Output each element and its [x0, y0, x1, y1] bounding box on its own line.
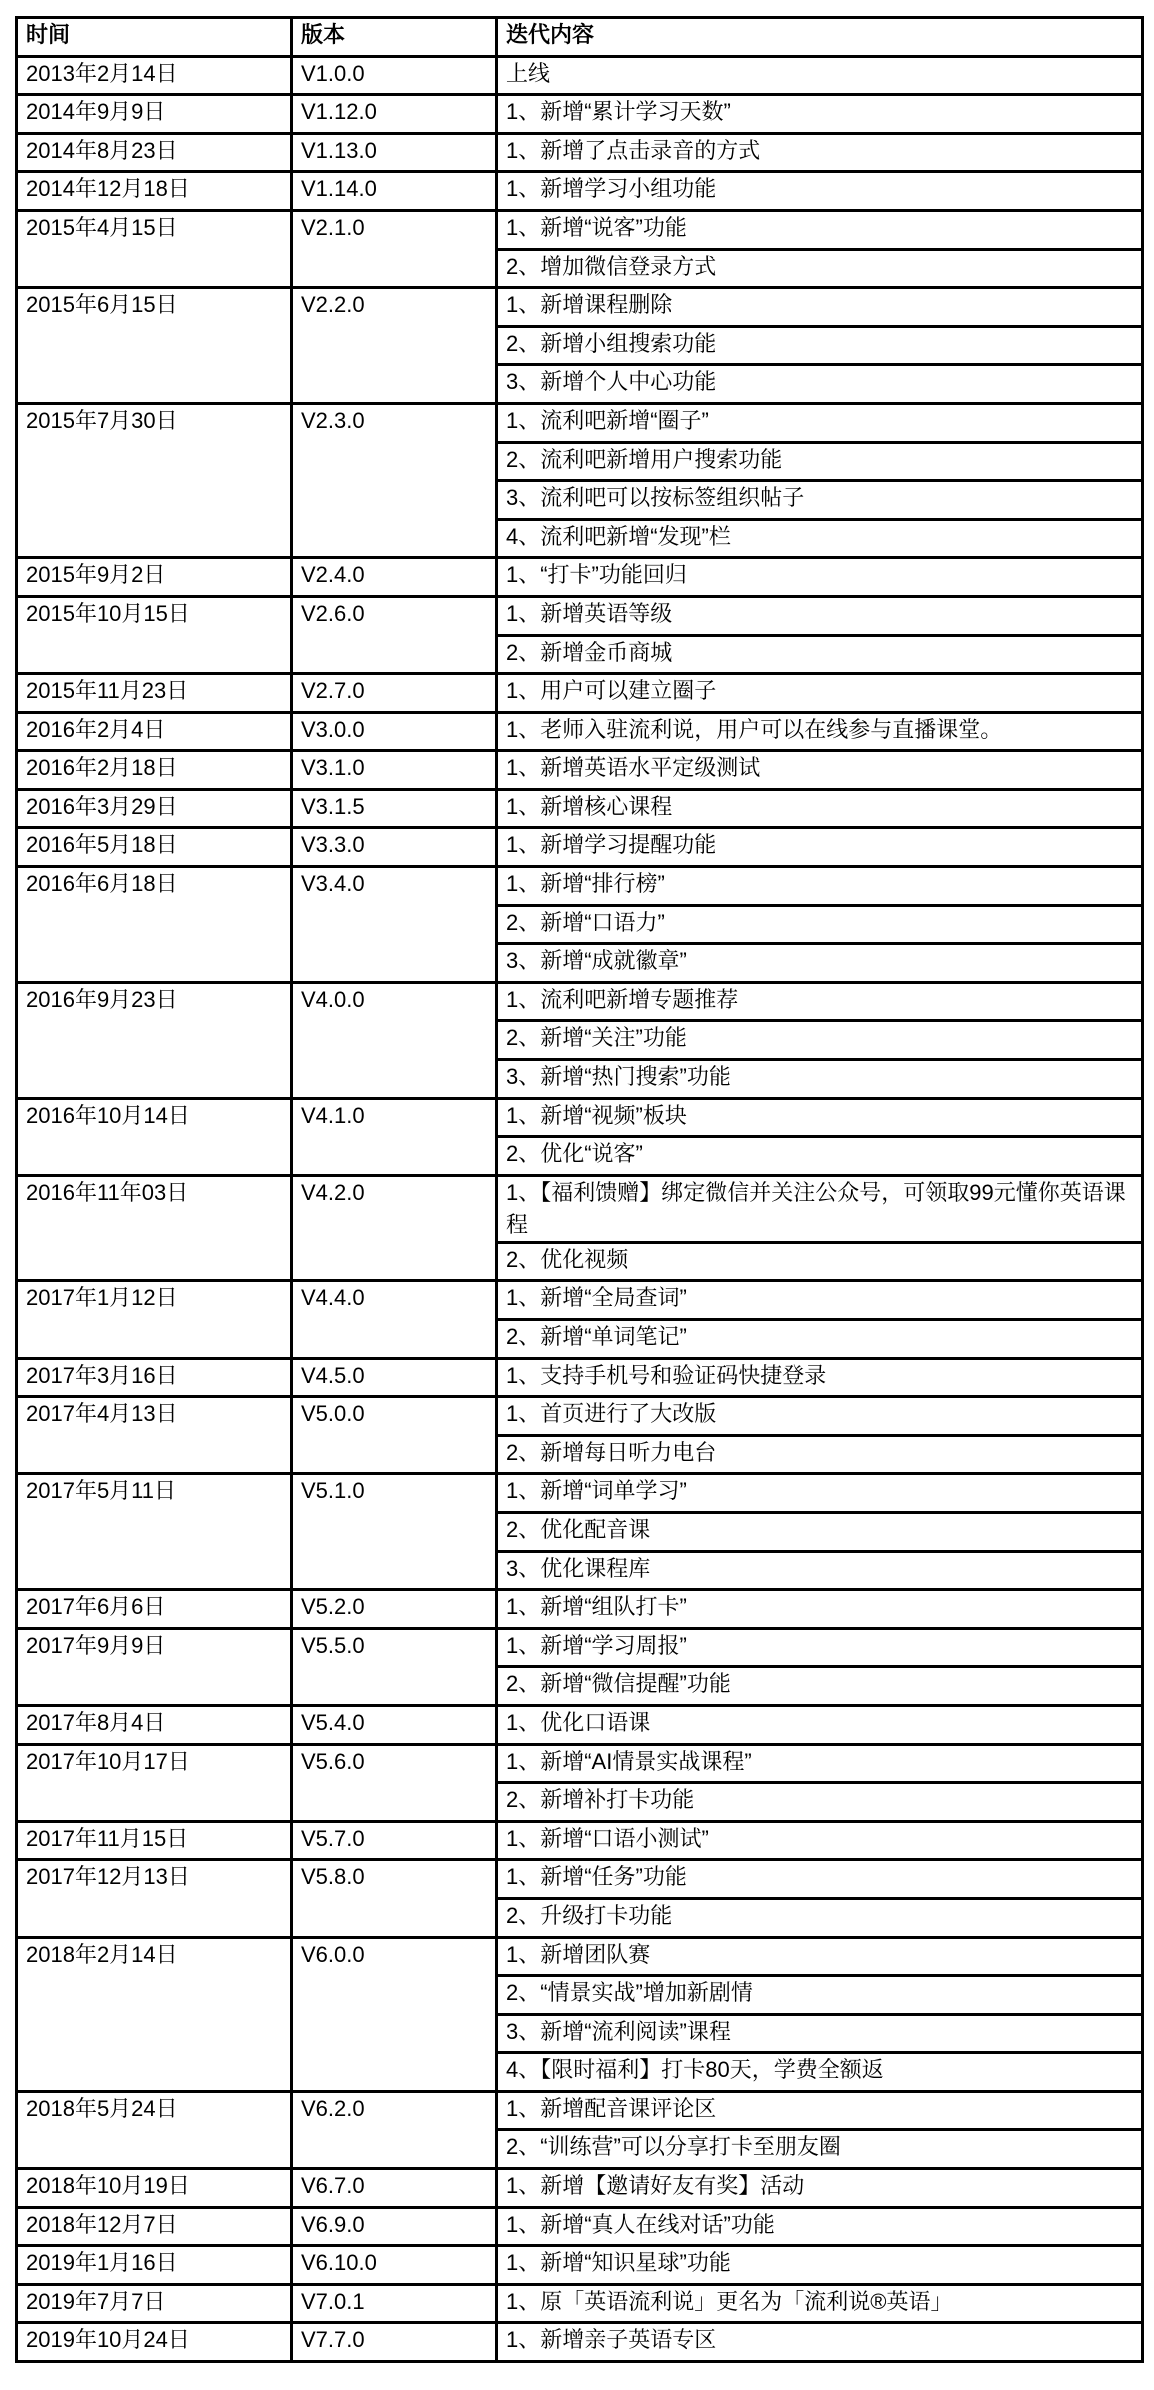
header-content: 迭代内容: [497, 18, 1143, 57]
version-history-table: [15, 16, 1144, 2363]
change-item-cell: 1、新增学习提醒功能: [497, 828, 1143, 867]
date-cell: 2016年2月18日: [17, 751, 292, 790]
table-row: [17, 1860, 1143, 1899]
change-item-cell: 1、“打卡”功能回归: [497, 558, 1143, 597]
version-cell: V4.5.0: [292, 1358, 497, 1397]
date-cell: 2014年12月18日: [17, 172, 292, 211]
change-item-cell: 1、新增“口语小测试”: [497, 1821, 1143, 1860]
change-item-cell: 1、新增“组队打卡”: [497, 1590, 1143, 1629]
change-item-cell: 1、新增“知识星球”功能: [497, 2246, 1143, 2285]
change-item-cell: 1、新增了点击录音的方式: [497, 133, 1143, 172]
version-cell: V2.3.0: [292, 403, 497, 557]
date-cell: 2016年11年03日: [17, 1175, 292, 1281]
change-item-cell: 2、优化视频: [497, 1242, 1143, 1281]
version-cell: V5.5.0: [292, 1628, 497, 1705]
change-item-cell: 3、流利吧可以按标签组织帖子: [497, 481, 1143, 520]
date-cell: 2014年9月9日: [17, 95, 292, 134]
table-row: [17, 1397, 1143, 1436]
change-item-cell: 2、新增小组搜索功能: [497, 326, 1143, 365]
change-item-cell: 上线: [497, 56, 1143, 95]
change-item-cell: 2、“训练营”可以分享打卡至朋友圈: [497, 2130, 1143, 2169]
version-cell: V6.0.0: [292, 1937, 497, 2091]
version-cell: V2.6.0: [292, 596, 497, 673]
change-item-cell: 2、新增“单词笔记”: [497, 1320, 1143, 1359]
version-cell: V5.0.0: [292, 1397, 497, 1474]
version-cell: V5.4.0: [292, 1705, 497, 1744]
table-row: [17, 1705, 1143, 1744]
change-item-cell: 1、优化口语课: [497, 1705, 1143, 1744]
change-item-cell: 1、新增英语等级: [497, 596, 1143, 635]
change-item-cell: 1、新增“累计学习天数”: [497, 95, 1143, 134]
table-row: [17, 674, 1143, 713]
version-cell: V3.4.0: [292, 867, 497, 983]
table-row: [17, 172, 1143, 211]
date-cell: 2017年9月9日: [17, 1628, 292, 1705]
table-row: [17, 133, 1143, 172]
change-item-cell: 1、首页进行了大改版: [497, 1397, 1143, 1436]
table-row: [17, 2246, 1143, 2285]
change-item-cell: 1、新增配音课评论区: [497, 2091, 1143, 2130]
version-cell: V6.9.0: [292, 2207, 497, 2246]
date-cell: 2015年10月15日: [17, 596, 292, 673]
date-cell: 2016年5月18日: [17, 828, 292, 867]
change-item-cell: 1、新增英语水平定级测试: [497, 751, 1143, 790]
change-item-cell: 1、新增“任务”功能: [497, 1860, 1143, 1899]
table-row: [17, 403, 1143, 442]
change-item-cell: 1、新增“排行榜”: [497, 867, 1143, 906]
table-row: [17, 867, 1143, 906]
table-row: [17, 2284, 1143, 2323]
date-cell: 2015年6月15日: [17, 288, 292, 404]
version-cell: V2.1.0: [292, 210, 497, 287]
header-row: [17, 18, 1143, 57]
table-row: [17, 1474, 1143, 1513]
date-cell: 2017年6月6日: [17, 1590, 292, 1629]
date-cell: 2015年9月2日: [17, 558, 292, 597]
date-cell: 2017年11月15日: [17, 1821, 292, 1860]
change-item-cell: 2、优化配音课: [497, 1512, 1143, 1551]
version-cell: V5.7.0: [292, 1821, 497, 1860]
table-row: [17, 1937, 1143, 1976]
table-row: [17, 789, 1143, 828]
version-cell: V5.6.0: [292, 1744, 497, 1821]
change-item-cell: 2、新增“微信提醒”功能: [497, 1667, 1143, 1706]
change-item-cell: 2、新增每日听力电台: [497, 1435, 1143, 1474]
change-item-cell: 1、新增“视频”板块: [497, 1098, 1143, 1137]
version-cell: V2.2.0: [292, 288, 497, 404]
table-row: [17, 2091, 1143, 2130]
version-cell: V5.1.0: [292, 1474, 497, 1590]
table-row: [17, 558, 1143, 597]
date-cell: 2017年8月4日: [17, 1705, 292, 1744]
table-row: [17, 56, 1143, 95]
date-cell: 2016年10月14日: [17, 1098, 292, 1175]
change-item-cell: 1、流利吧新增专题推荐: [497, 982, 1143, 1021]
change-item-cell: 2、新增“口语力”: [497, 905, 1143, 944]
change-item-cell: 1、新增亲子英语专区: [497, 2323, 1143, 2362]
change-item-cell: 4、流利吧新增“发现”栏: [497, 519, 1143, 558]
date-cell: 2017年1月12日: [17, 1281, 292, 1358]
table-row: [17, 1281, 1143, 1320]
date-cell: 2017年12月13日: [17, 1860, 292, 1937]
version-cell: V3.0.0: [292, 712, 497, 751]
date-cell: 2015年11月23日: [17, 674, 292, 713]
change-item-cell: 1、用户可以建立圈子: [497, 674, 1143, 713]
change-item-cell: 1、【福利馈赠】绑定微信并关注公众号，可领取99元懂你英语课程: [497, 1175, 1143, 1242]
table-row: [17, 2323, 1143, 2362]
table-row: [17, 1175, 1143, 1242]
version-cell: V3.1.0: [292, 751, 497, 790]
table-row: [17, 712, 1143, 751]
change-item-cell: 2、升级打卡功能: [497, 1898, 1143, 1937]
version-cell: V6.10.0: [292, 2246, 497, 2285]
table-row: [17, 751, 1143, 790]
change-item-cell: 1、原「英语流利说」更名为「流利说®英语」: [497, 2284, 1143, 2323]
version-cell: V6.7.0: [292, 2169, 497, 2208]
change-item-cell: 2、新增补打卡功能: [497, 1783, 1143, 1822]
version-cell: V1.12.0: [292, 95, 497, 134]
date-cell: 2016年6月18日: [17, 867, 292, 983]
table-row: [17, 1628, 1143, 1667]
change-item-cell: 1、新增“AI情景实战课程”: [497, 1744, 1143, 1783]
version-cell: V4.0.0: [292, 982, 497, 1098]
table-row: [17, 982, 1143, 1021]
version-cell: V3.1.5: [292, 789, 497, 828]
date-cell: 2018年12月7日: [17, 2207, 292, 2246]
change-item-cell: 2、“情景实战”增加新剧情: [497, 1976, 1143, 2015]
change-item-cell: 1、新增学习小组功能: [497, 172, 1143, 211]
header-version: 版本: [292, 18, 497, 57]
change-item-cell: 1、新增“词单学习”: [497, 1474, 1143, 1513]
change-item-cell: 3、新增“热门搜索”功能: [497, 1060, 1143, 1099]
change-item-cell: 2、流利吧新增用户搜索功能: [497, 442, 1143, 481]
date-cell: 2015年7月30日: [17, 403, 292, 557]
change-item-cell: 2、增加微信登录方式: [497, 249, 1143, 288]
change-item-cell: 1、老师入驻流利说，用户可以在线参与直播课堂。: [497, 712, 1143, 751]
date-cell: 2016年9月23日: [17, 982, 292, 1098]
table-body: [17, 56, 1143, 2361]
change-item-cell: 1、新增【邀请好友有奖】活动: [497, 2169, 1143, 2208]
date-cell: 2019年10月24日: [17, 2323, 292, 2362]
date-cell: 2016年3月29日: [17, 789, 292, 828]
change-item-cell: 2、新增“关注”功能: [497, 1021, 1143, 1060]
table-row: [17, 210, 1143, 249]
date-cell: 2017年3月16日: [17, 1358, 292, 1397]
version-cell: V7.7.0: [292, 2323, 497, 2362]
change-item-cell: 1、流利吧新增“圈子”: [497, 403, 1143, 442]
change-item-cell: 1、支持手机号和验证码快捷登录: [497, 1358, 1143, 1397]
change-item-cell: 1、新增“说客”功能: [497, 210, 1143, 249]
table-row: [17, 2207, 1143, 2246]
table-row: [17, 1590, 1143, 1629]
table-row: [17, 1098, 1143, 1137]
change-item-cell: 1、新增“真人在线对话”功能: [497, 2207, 1143, 2246]
date-cell: 2016年2月4日: [17, 712, 292, 751]
date-cell: 2015年4月15日: [17, 210, 292, 287]
change-item-cell: 1、新增课程删除: [497, 288, 1143, 327]
date-cell: 2017年5月11日: [17, 1474, 292, 1590]
version-cell: V4.4.0: [292, 1281, 497, 1358]
change-item-cell: 3、优化课程库: [497, 1551, 1143, 1590]
version-cell: V5.2.0: [292, 1590, 497, 1629]
date-cell: 2017年10月17日: [17, 1744, 292, 1821]
date-cell: 2017年4月13日: [17, 1397, 292, 1474]
table-row: [17, 288, 1143, 327]
change-item-cell: 1、新增核心课程: [497, 789, 1143, 828]
change-item-cell: 3、新增个人中心功能: [497, 365, 1143, 404]
version-cell: V3.3.0: [292, 828, 497, 867]
table-row: [17, 1358, 1143, 1397]
date-cell: 2018年5月24日: [17, 2091, 292, 2168]
table-row: [17, 1744, 1143, 1783]
table-row: [17, 95, 1143, 134]
change-item-cell: 3、新增“成就徽章”: [497, 944, 1143, 983]
version-cell: V2.4.0: [292, 558, 497, 597]
version-cell: V1.14.0: [292, 172, 497, 211]
table-row: [17, 828, 1143, 867]
version-cell: V4.1.0: [292, 1098, 497, 1175]
table-row: [17, 2169, 1143, 2208]
version-cell: V2.7.0: [292, 674, 497, 713]
table-row: [17, 596, 1143, 635]
version-cell: V1.0.0: [292, 56, 497, 95]
date-cell: 2019年1月16日: [17, 2246, 292, 2285]
date-cell: 2014年8月23日: [17, 133, 292, 172]
version-cell: V4.2.0: [292, 1175, 497, 1281]
version-cell: V1.13.0: [292, 133, 497, 172]
change-item-cell: 4、【限时福利】打卡80天，学费全额返: [497, 2053, 1143, 2092]
change-item-cell: 1、新增团队赛: [497, 1937, 1143, 1976]
version-cell: V5.8.0: [292, 1860, 497, 1937]
date-cell: 2018年2月14日: [17, 1937, 292, 2091]
header-date: 时间: [17, 18, 292, 57]
change-item-cell: 2、优化“说客”: [497, 1137, 1143, 1176]
date-cell: 2019年7月7日: [17, 2284, 292, 2323]
date-cell: 2013年2月14日: [17, 56, 292, 95]
change-item-cell: 2、新增金币商城: [497, 635, 1143, 674]
change-item-cell: 1、新增“全局查词”: [497, 1281, 1143, 1320]
date-cell: 2018年10月19日: [17, 2169, 292, 2208]
table-row: [17, 1821, 1143, 1860]
version-cell: V7.0.1: [292, 2284, 497, 2323]
change-item-cell: 3、新增“流利阅读”课程: [497, 2014, 1143, 2053]
change-item-cell: 1、新增“学习周报”: [497, 1628, 1143, 1667]
version-cell: V6.2.0: [292, 2091, 497, 2168]
